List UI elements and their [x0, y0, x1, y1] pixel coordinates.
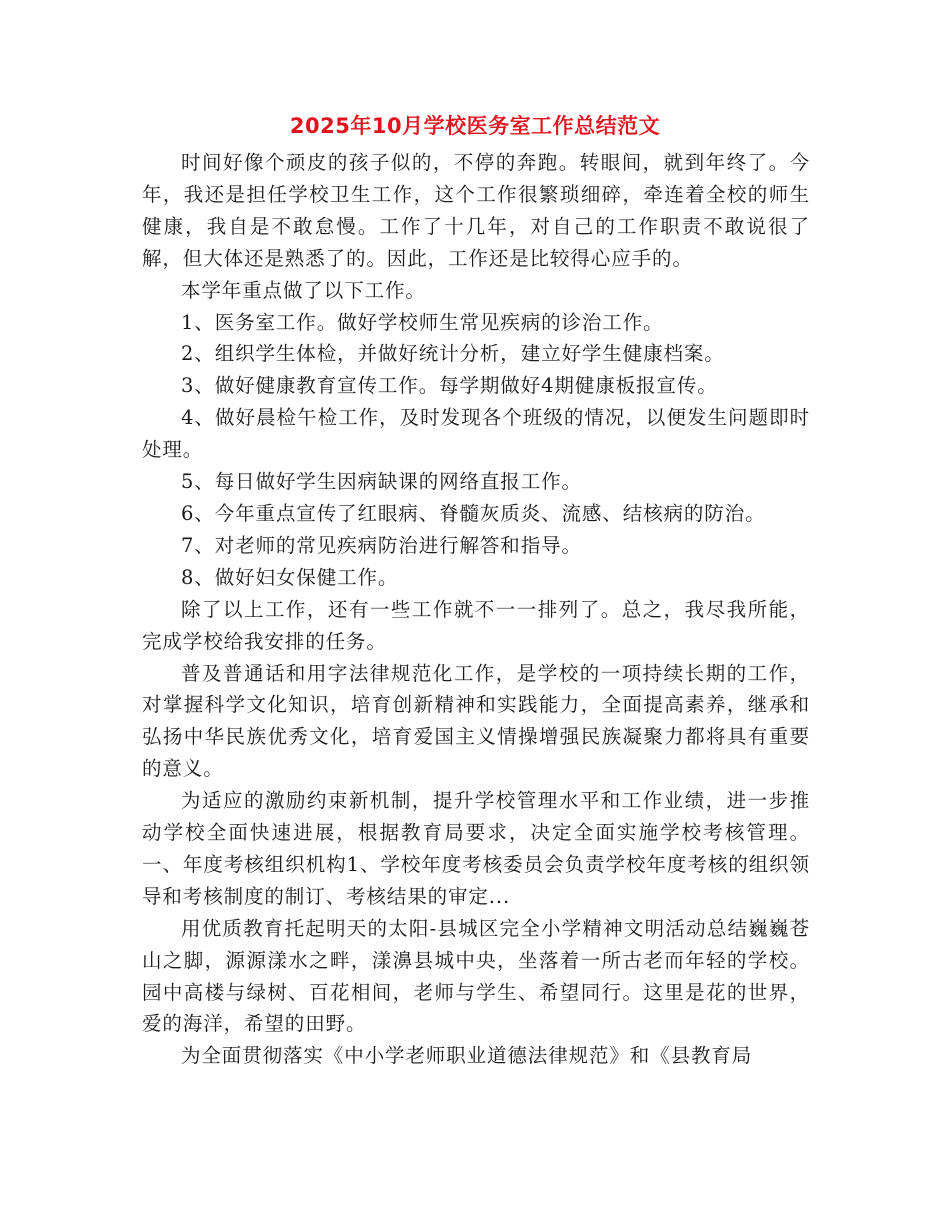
paragraph-intro: 时间好像个顽皮的孩子似的，不停的奔跑。转眼间，就到年终了。今年，我还是担任学校卫生工作，这个工作很繁琐细碎，牵连着全校的师生健康，我自是不敢怠慢。工作了十几年，对自己的工作职责不敢说很了解，但大体还是熟悉了的。因此，工作还是比较得心应手的。	[142, 151, 810, 270]
paragraph: 为适应的激励约束新机制，提升学校管理水平和工作业绩，进一步推动学校全面快速进展，根据教育局要求，决定全面实施学校考核管理。一、年度考核组织机构1、学校年度考核委员会负责学校年度考核的组织领导和考核制度的制订、考核结果的审定...	[142, 789, 810, 908]
paragraph: 用优质教育托起明天的太阳-县城区完全小学精神文明活动总结巍巍苍山之脚，源源漾水之畔，漾濞县城中央，坐落着一所古老而年轻的学校。园中高楼与绿树、百花相间，老师与学生、希望同行。这里是花的世界，爱的海洋，希望的田野。	[142, 916, 810, 1036]
list-item: 2、组织学生体检，并做好统计分析，建立好学生健康档案。	[181, 342, 725, 366]
list-item: 6、今年重点宣传了红眼病、脊髓灰质炎、流感、结核病的防治。	[181, 501, 766, 525]
list-item: 5、每日做好学生因病缺课的网络直报工作。	[181, 470, 582, 494]
paragraph: 普及普通话和用字法律规范化工作，是学校的一项持续长期的工作，对掌握科学文化知识，培育创新精神和实践能力，全面提高素养，继承和弘扬中华民族优秀文化，培育爱国主义情操增强民族凝聚力都将具有重要的意义。	[142, 661, 810, 781]
paragraph: 除了以上工作，还有一些工作就不一一排列了。总之，我尽我所能，完成学校给我安排的任务。	[142, 597, 810, 653]
list-item: 1、医务室工作。做好学校师生常见疾病的诊治工作。	[181, 310, 664, 334]
document-body	[142, 147, 810, 1072]
list-item: 3、做好健康教育宣传工作。每学期做好4期健康板报宣传。	[181, 374, 718, 398]
list-item: 8、做好妇女保健工作。	[181, 565, 399, 589]
paragraph: 为全面贯彻落实《中小学老师职业道德法律规范》和《县教育局	[181, 1044, 753, 1068]
paragraph-summary-heading: 本学年重点做了以下工作。	[181, 278, 426, 302]
list-item: 7、对老师的常见疾病防治进行解答和指导。	[181, 533, 582, 557]
document-title: 2025年10月学校医务室工作总结范文	[289, 114, 661, 138]
list-item: 4、做好晨检午检工作，及时发现各个班级的情况，以便发生问题即时处理。	[142, 406, 810, 462]
